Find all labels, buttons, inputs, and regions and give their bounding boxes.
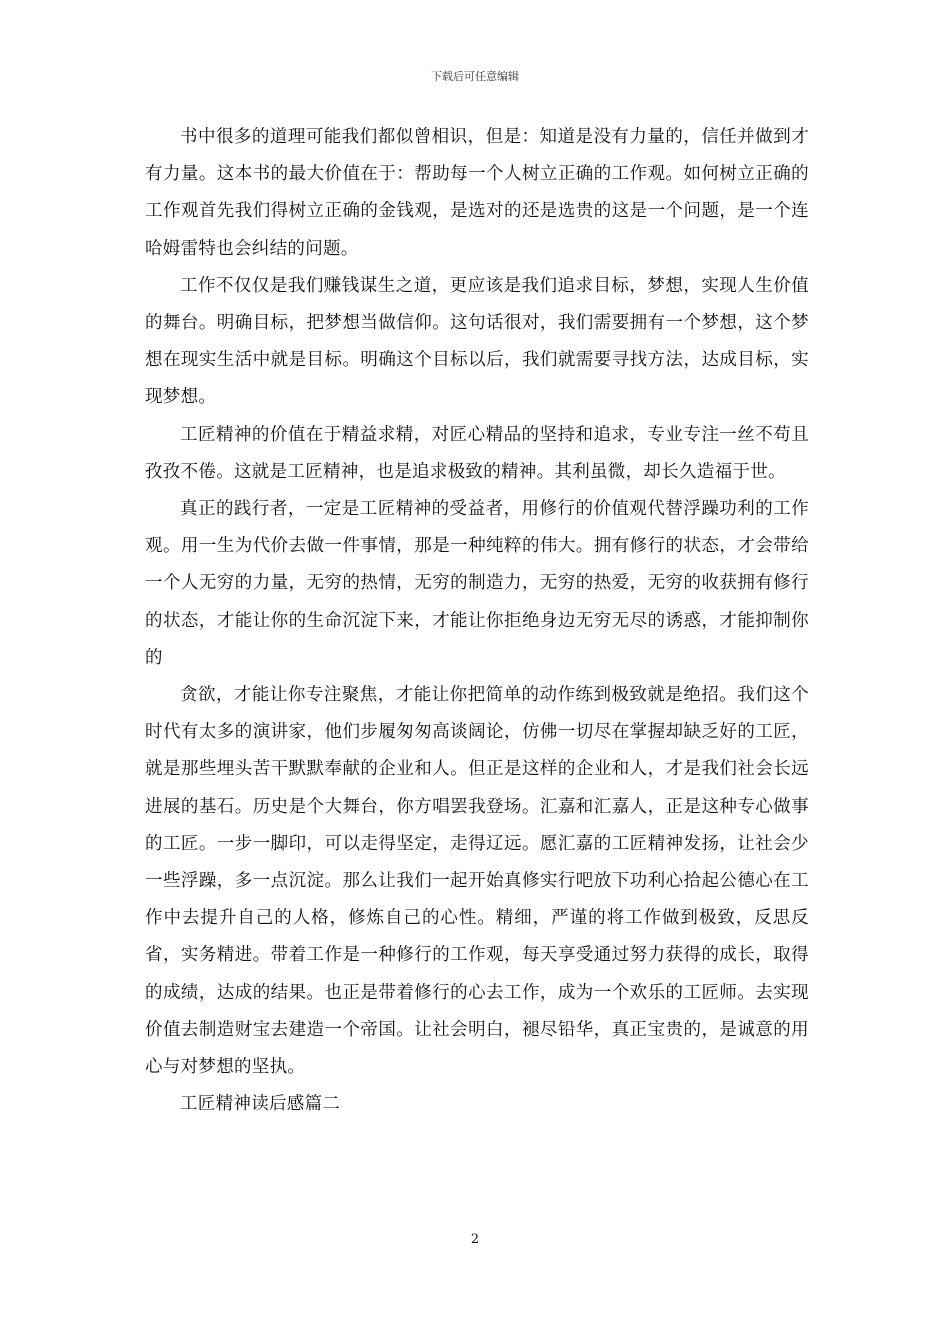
page-header: 下载后可任意编辑 xyxy=(431,70,519,83)
section-heading: 工匠精神读后感篇二 xyxy=(180,1094,341,1115)
paragraph-1: 书中很多的道理可能我们都似曾相识，但是：知道是没有力量的，信任并做到才有力量。这本书的最大价值在于：帮助每一个人树立正确的工作观。如何树立正确的工作观首先我们得树立正确的金钱观，是选对的还是选贵的这是一个问题，是一个连哈姆雷特也会纠结的问题。 xyxy=(145,127,809,259)
paragraph-5: 贪欲，才能让你专注聚焦，才能让你把简单的动作练到极致就是绝招。我们这个时代有太多的演讲家，他们步履匆匆高谈阔论，仿佛一切尽在掌握却缺乏好的工匠，就是那些埋头苦干默默奉献的企业和人。但正是这样的企业和人，才是我们社会长远进展的基石。历史是个大舞台，你方唱罢我登场。汇嘉和汇嘉人，正是这种专心做事的工匠。一步一脚印，可以走得坚定，走得辽远。愿汇嘉的工匠精神发扬，让社会少一些浮躁，多一点沉淀。那么让我们一起开始真修实行吧放下功利心拾起公德心在工作中去提升自己的人格，修炼自己的心性。精细，严谨的将工作做到极致，反思反省，实务精进。带着工作是一种修行的工作观，每天享受通过努力获得的成长，取得的成绩，达成的结果。也正是带着修行的心去工作，成为一个欢乐的工匠师。去实现价值去制造财宝去建造一个帝国。让社会明白，褪尽铅华，真正宝贵的，是诚意的用心与对梦想的坚执。 xyxy=(145,685,809,1078)
document-body xyxy=(145,119,809,1123)
paragraph-2: 工作不仅仅是我们赚钱谋生之道，更应该是我们追求目标，梦想，实现人生价值的舞台。明确目标，把梦想当做信仰。这句话很对，我们需要拥有一个梦想，这个梦想在现实生活中就是目标。明确这个目标以后，我们就需要寻找方法，达成目标，实现梦想。 xyxy=(145,275,809,408)
paragraph-3: 工匠精神的价值在于精益求精，对匠心精品的坚持和追求，专业专注一丝不苟且孜孜不倦。这就是工匠精神，也是追求极致的精神。其利虽微，却长久造福于世。 xyxy=(145,424,809,482)
paragraph-4: 真正的践行者，一定是工匠精神的受益者，用修行的价值观代替浮躁功利的工作观。用一生为代价去做一件事情，那是一种纯粹的伟大。拥有修行的状态，才会带给一个人无穷的力量，无穷的热情，无穷的制造力，无穷的热爱，无穷的收获拥有修行的状态，才能让你的生命沉淀下来，才能让你拒绝身边无穷无尽的诱惑，才能抑制你的 xyxy=(145,499,809,668)
page-number: 2 xyxy=(470,1232,480,1247)
